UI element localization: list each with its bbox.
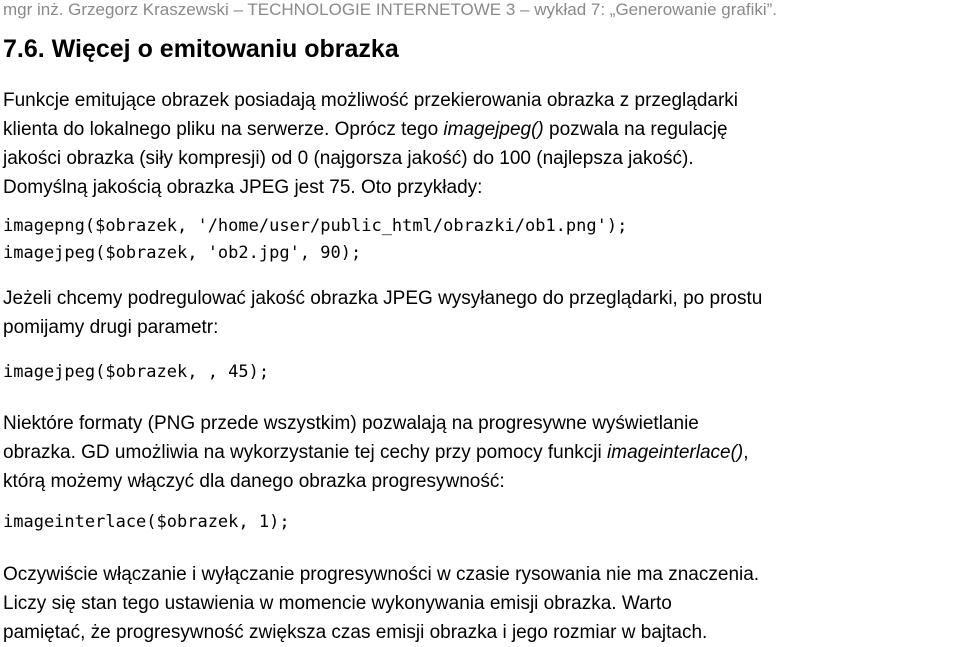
text-line: Domyślną jakością obrazka JPEG jest 75. Oto przykłady: bbox=[3, 177, 483, 198]
paragraph-quality bbox=[3, 284, 762, 342]
text-run: , bbox=[743, 442, 749, 463]
text-line bbox=[3, 115, 738, 144]
text-line: pomijamy drugi parametr: bbox=[3, 317, 219, 338]
text-run: pozwala na regulację bbox=[543, 119, 728, 140]
section-title: 7.6. Więcej o emitowaniu obrazka bbox=[3, 35, 399, 63]
function-name: imagejpeg() bbox=[443, 119, 544, 140]
text-line: Jeżeli chcemy podregulować jakość obrazka JPEG wysyłanego do przeglądarki, po prostu bbox=[3, 288, 763, 309]
text-line: Niektóre formaty (PNG przede wszystkim) pozwalają na progresywne wyświetlanie bbox=[3, 413, 699, 434]
code-example-2 bbox=[3, 359, 269, 386]
text-line: Funkcje emitujące obrazek posiadają możliwość przekierowania obrazka z przeglądarki bbox=[3, 90, 739, 111]
paragraph-conclusion bbox=[3, 560, 759, 647]
text-line bbox=[3, 438, 749, 467]
text-line: którą możemy włączyć dla danego obrazka progresywność: bbox=[3, 471, 505, 492]
code-example-1 bbox=[3, 213, 627, 267]
code-line: imageinterlace($obrazek, 1); bbox=[3, 512, 290, 532]
text-line: jakości obrazka (siły kompresji) od 0 (najgorsza jakość) do 100 (najlepsza jakość). bbox=[3, 148, 694, 169]
page-header: mgr inż. Grzegorz Kraszewski – TECHNOLOGIE INTERNETOWE 3 – wykład 7: „Generowanie grafiki”. bbox=[3, 0, 778, 19]
code-line: imagejpeg($obrazek, , 45); bbox=[3, 362, 270, 382]
text-line: pamiętać, że progresywność zwiększa czas emisji obrazka i jego rozmiar w bajtach. bbox=[3, 622, 708, 643]
function-name: imageinterlace() bbox=[607, 442, 744, 463]
code-example-3 bbox=[3, 509, 290, 536]
text-run: obrazka. GD umożliwia na wykorzystanie tej cechy przy pomocy funkcji bbox=[3, 442, 608, 463]
paragraph-progressive bbox=[3, 409, 749, 496]
code-line: imagepng($obrazek, '/home/user/public_html/obrazki/ob1.png'); bbox=[3, 216, 628, 236]
text-run: klienta do lokalnego pliku na serwerze. Oprócz tego bbox=[3, 119, 444, 140]
code-line: imagejpeg($obrazek, 'ob2.jpg', 90); bbox=[3, 243, 362, 263]
text-line: Liczy się stan tego ustawienia w momencie wykonywania emisji obrazka. Warto bbox=[3, 593, 672, 614]
paragraph-intro bbox=[3, 86, 738, 202]
text-line: Oczywiście włączanie i wyłączanie progresywności w czasie rysowania nie ma znaczenia. bbox=[3, 564, 760, 585]
